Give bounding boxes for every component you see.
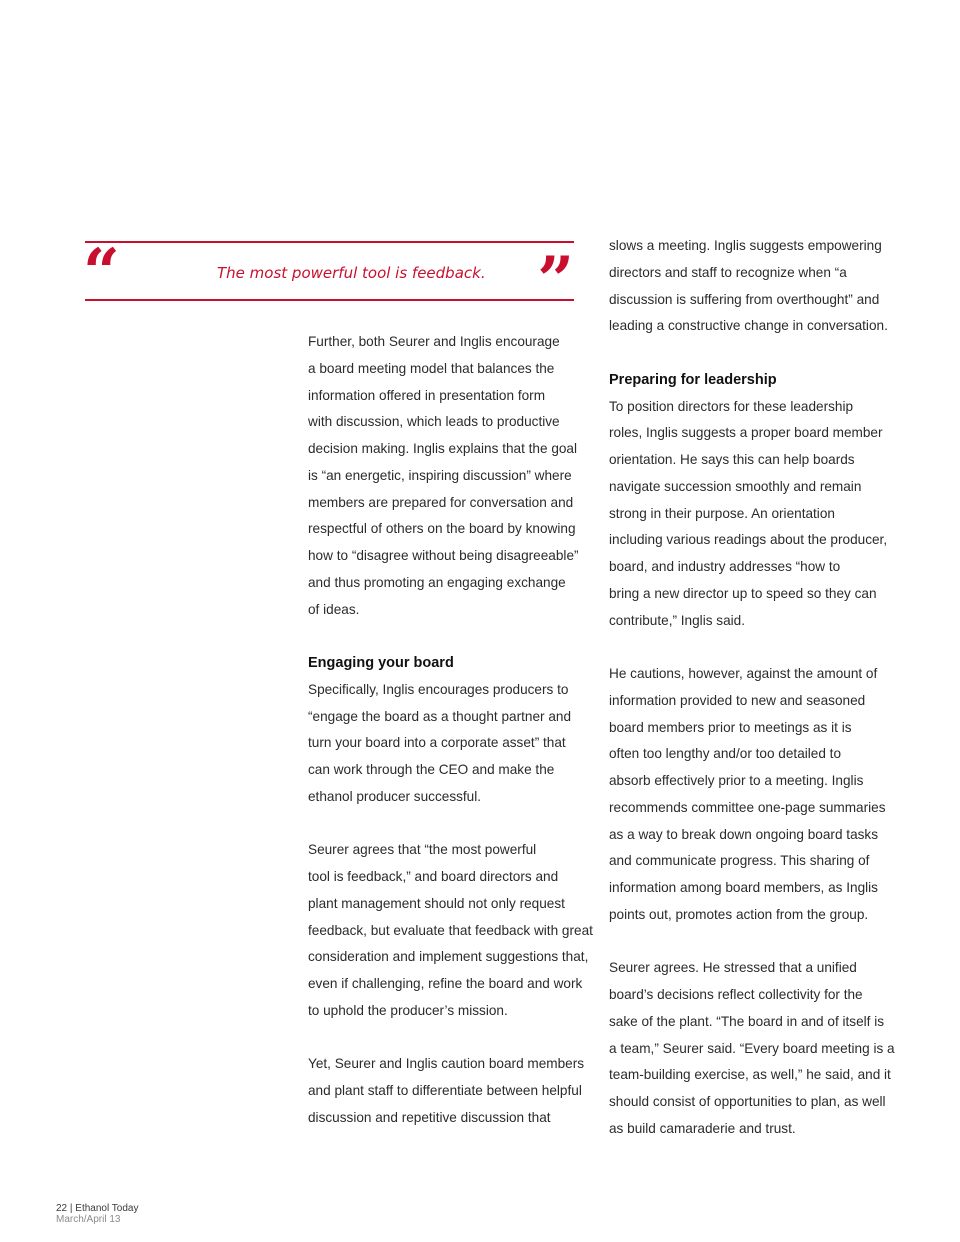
text-line: contribute,” Inglis said.	[609, 612, 746, 628]
text-line: a team,” Seurer said. “Every board meeting is a	[609, 1040, 895, 1056]
text-line: as a way to break down ongoing board tasks	[609, 826, 879, 842]
text-line: absorb effectively prior to a meeting. Inglis	[609, 773, 864, 788]
text-line: information provided to new and seasoned	[609, 692, 866, 708]
text-line: directors and staff to recognize when “a	[609, 264, 847, 280]
text-line: He cautions, however, against the amount of	[609, 666, 878, 681]
text-line: often too lengthy and/or too detailed to	[609, 746, 842, 762]
text-line: points out, promotes action from the group.	[609, 906, 869, 922]
text-line: should consist of opportunities to plan, as well	[609, 1094, 886, 1109]
text-line: roles, Inglis suggests a proper board member	[609, 425, 883, 441]
left-paragraph-2	[308, 677, 578, 811]
text-line: of ideas.	[308, 601, 360, 617]
text-line: discussion is suffering from overthought” and	[609, 291, 880, 307]
text-line: information among board members, as Inglis	[609, 880, 878, 895]
right-paragraph-2	[609, 394, 888, 635]
text-line: and communicate progress. This sharing of	[609, 853, 870, 869]
right-column	[609, 233, 895, 1143]
close-quote-mark: ”	[537, 243, 574, 318]
text-line: is “an energetic, inspiring discussion” where	[308, 467, 572, 483]
text-line: decision making. Inglis explains that the goal	[308, 441, 578, 456]
paragraph-gap	[609, 634, 884, 661]
paragraph-gap	[609, 340, 884, 367]
text-line: leading a constructive change in conversation.	[609, 318, 888, 334]
section-heading-engaging: Engaging your board	[308, 655, 454, 671]
text-line: team-building exercise, as well,” he said, and it	[609, 1067, 891, 1083]
right-paragraph-1	[609, 233, 888, 340]
text-line: navigate succession smoothly and remain	[609, 478, 862, 494]
text-line: sake of the plant. “The board in and of itself is	[609, 1013, 885, 1029]
pull-quote-text: The most powerful tool is feedback.	[217, 264, 486, 282]
text-line: Further, both Seurer and Inglis encourage	[308, 334, 560, 349]
left-paragraph-4	[308, 1051, 585, 1131]
text-line: turn your board into a corporate asset” that	[308, 735, 566, 751]
text-line: tool is feedback,” and board directors and	[308, 869, 559, 884]
text-line: board’s decisions reflect collectivity for the	[609, 987, 863, 1002]
text-line: strong in their purpose. An orientation	[609, 505, 835, 521]
text-line: bring a new director up to speed so they can	[609, 585, 877, 601]
text-line: members are prepared for conversation and	[308, 494, 574, 510]
text-line: ethanol producer successful.	[308, 788, 482, 804]
issue-date: March/April 13	[56, 1214, 121, 1225]
text-line: board members prior to meetings as it is	[609, 719, 852, 735]
text-line: feedback, but evaluate that feedback with great	[308, 922, 593, 938]
text-line: Specifically, Inglis encourages producers to	[308, 681, 569, 697]
text-line: consideration and implement suggestions that,	[308, 949, 589, 965]
text-line: respectful of others on the board by knowing	[308, 521, 576, 537]
section-heading-preparing: Preparing for leadership	[609, 371, 777, 388]
right-paragraph-4	[609, 955, 895, 1142]
text-line: Seurer agrees. He stressed that a unified	[609, 960, 857, 976]
text-line: orientation. He says this can help boards	[609, 452, 855, 467]
text-line: including various readings about the producer,	[609, 532, 888, 548]
text-line: To position directors for these leadership	[609, 398, 854, 414]
open-quote-mark: “	[83, 235, 120, 310]
text-line: slows a meeting. Inglis suggests empowering	[609, 238, 882, 253]
text-line: with discussion, which leads to productive	[308, 414, 560, 430]
text-line: recommends committee one-page summaries	[609, 799, 886, 815]
left-paragraph-3	[308, 837, 593, 1024]
text-line: Seurer agrees that “the most powerful	[308, 842, 537, 858]
paragraph-gap	[609, 929, 884, 956]
text-line: a board meeting model that balances the	[308, 360, 555, 376]
text-line: even if challenging, refine the board and work	[308, 976, 583, 991]
text-line: to uphold the producer’s mission.	[308, 1002, 508, 1018]
page-number-label: 22 | Ethanol Today	[56, 1203, 139, 1214]
text-line: and thus promoting an engaging exchange	[308, 574, 566, 590]
text-line: information offered in presentation form	[308, 387, 546, 403]
text-line: can work through the CEO and make the	[308, 762, 555, 777]
left-paragraph-1	[308, 329, 578, 623]
page-footer	[56, 1203, 138, 1225]
text-line: plant management should not only request	[308, 895, 565, 911]
paragraph-gap	[308, 811, 578, 838]
left-column	[308, 329, 593, 1132]
paragraph-gap	[308, 1025, 578, 1052]
text-line: and plant staff to differentiate between helpful	[308, 1083, 582, 1098]
paragraph-gap	[308, 623, 578, 650]
pull-quote	[83, 235, 574, 318]
text-line: as build camaraderie and trust.	[609, 1120, 796, 1136]
text-line: Yet, Seurer and Inglis caution board members	[308, 1056, 585, 1072]
right-paragraph-3	[609, 661, 884, 929]
text-line: “engage the board as a thought partner and	[308, 708, 572, 724]
text-line: how to “disagree without being disagreeable”	[308, 548, 579, 563]
text-line: discussion and repetitive discussion that	[308, 1109, 551, 1125]
text-line: board, and industry addresses “how to	[609, 559, 841, 574]
